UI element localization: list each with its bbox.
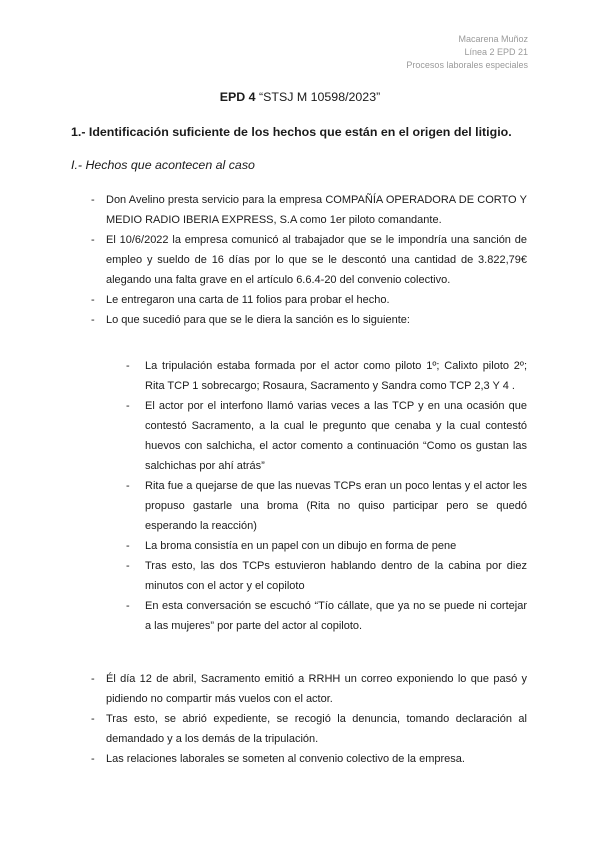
followup-list	[71, 669, 527, 769]
bullet-dash: -	[91, 673, 95, 685]
subsection-heading: I.- Hechos que acontecen al caso	[71, 158, 255, 172]
list-item	[126, 556, 527, 596]
bullet-dash: -	[91, 234, 95, 246]
list-item-text: La broma consistía en un papel con un dibujo en forma de pene	[145, 540, 457, 552]
document-title	[0, 90, 600, 104]
list-item	[126, 356, 527, 396]
list-item-text: Lo que sucedió para que se le diera la sanción es lo siguiente:	[106, 314, 410, 326]
bullet-dash: -	[126, 600, 130, 612]
header-group: Línea 2 EPD 21	[464, 47, 528, 57]
list-item-text: Él día 12 de abril, Sacramento emitió a RRHH un correo exponiendo lo que pasó y pidiendo no compartir más vuelos con el actor.	[106, 673, 527, 705]
list-item-text: Don Avelino presta servicio para la empresa COMPAÑÍA OPERADORA DE CORTO Y MEDIO RADIO IBERIA EXPRESS, S.A como 1er piloto comandante.	[106, 194, 527, 226]
section-heading: 1.- Identificación suficiente de los hechos que están en el origen del litigio.	[71, 125, 512, 139]
list-item-text: El actor por el interfono llamó varias veces a las TCP y en una ocasión que contestó Sacramento, a la cual le pregunto que cenaba y la cual contestó huevos con salchicha, el actor comento a continuación “Como os gustan las salchichas por ahí atrás”	[145, 400, 527, 472]
list-item-text: Tras esto, se abrió expediente, se recogió la denuncia, tomando declaración al demandado y a los demás de la tripulación.	[106, 713, 527, 745]
bullet-dash: -	[126, 400, 130, 412]
list-item	[71, 230, 527, 290]
list-item	[126, 536, 527, 556]
title-bold: EPD 4	[219, 90, 256, 104]
page-header	[406, 33, 528, 72]
title-rest: “STSJ M 10598/2023”	[255, 90, 381, 104]
facts-list	[71, 190, 527, 330]
bullet-dash: -	[126, 360, 130, 372]
header-author: Macarena Muñoz	[458, 34, 528, 44]
bullet-dash: -	[126, 540, 130, 552]
list-item	[71, 290, 527, 310]
list-item-text: El 10/6/2022 la empresa comunicó al trabajador que se le impondría una sanción de empleo y sueldo de 16 días por lo que se le descontó una cantidad de 3.822,79€ alegando una falta grave en el artículo 6.6.4-20 del convenio colectivo.	[106, 234, 527, 286]
list-item-text: Rita fue a quejarse de que las nuevas TCPs eran un poco lentas y el actor les propuso gastarle una broma (Rita no quiso participar pero se quedó esperando la reacción)	[145, 480, 527, 532]
bullet-dash: -	[91, 314, 95, 326]
bullet-dash: -	[91, 194, 95, 206]
list-item-text: Tras esto, las dos TCPs estuvieron hablando dentro de la cabina por diez minutos con el actor y el copiloto	[145, 560, 527, 592]
list-item-text: En esta conversación se escuchó “Tío cállate, que ya no se puede ni cortejar a las mujeres” por parte del actor al copiloto.	[145, 600, 527, 632]
list-item-text: La tripulación estaba formada por el actor como piloto 1º; Calixto piloto 2º; Rita TCP 1 sobrecargo; Rosaura, Sacramento y Sandra como TCP 2,3 Y 4 .	[145, 360, 527, 392]
bullet-dash: -	[91, 753, 95, 765]
bullet-dash: -	[91, 713, 95, 725]
list-item	[126, 396, 527, 476]
list-item	[126, 476, 527, 536]
bullet-dash: -	[126, 560, 130, 572]
list-item	[71, 190, 527, 230]
bullet-dash: -	[126, 480, 130, 492]
list-item	[126, 596, 527, 636]
header-subject: Procesos laborales especiales	[406, 60, 528, 70]
list-item	[71, 709, 527, 749]
bullet-dash: -	[91, 294, 95, 306]
list-item	[71, 310, 527, 330]
list-item	[71, 669, 527, 709]
list-item	[71, 749, 527, 769]
incident-details-list	[126, 356, 527, 636]
list-item-text: Le entregaron una carta de 11 folios para probar el hecho.	[106, 294, 390, 306]
list-item-text: Las relaciones laborales se someten al convenio colectivo de la empresa.	[106, 753, 465, 765]
